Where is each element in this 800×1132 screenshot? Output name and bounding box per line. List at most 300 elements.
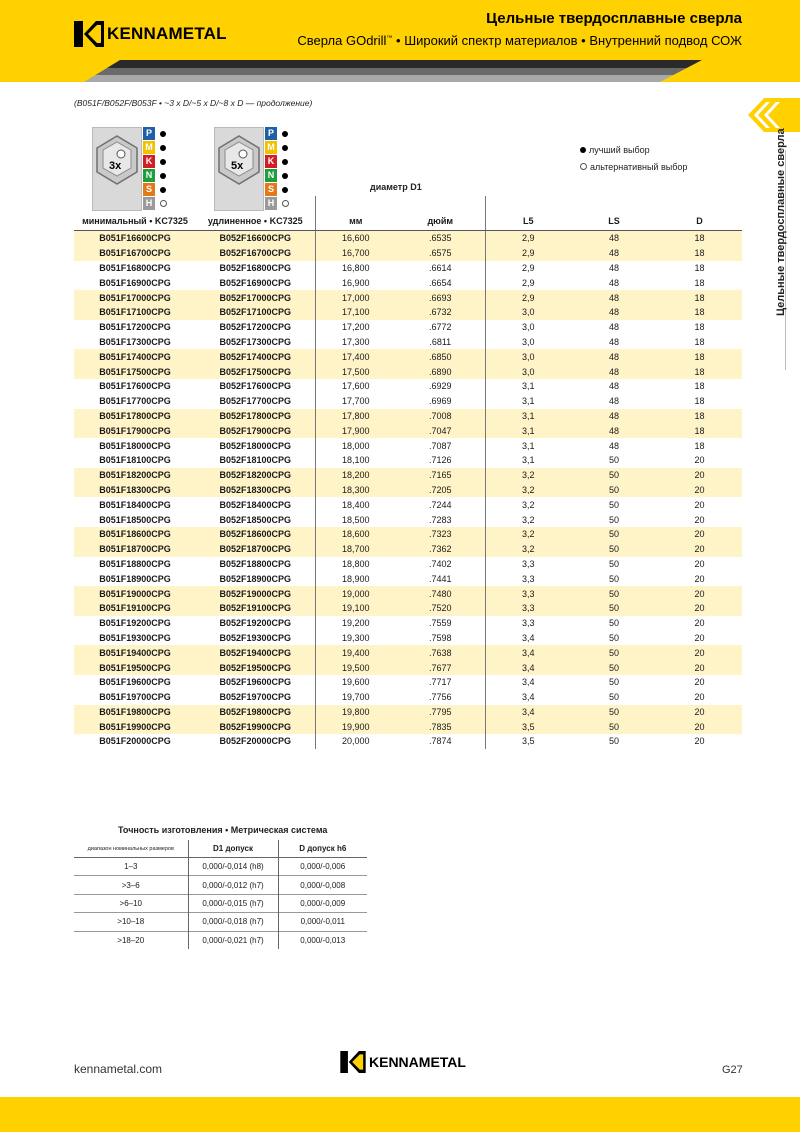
code-minimal: B051F17500CPG xyxy=(74,364,196,379)
tol-col-d: D допуск h6 xyxy=(278,840,367,858)
l5-value: 3,4 xyxy=(485,660,571,675)
diameter-inch: .7441 xyxy=(428,573,452,584)
d-value: 20 xyxy=(657,645,742,660)
code-extended: B052F17800CPG xyxy=(196,409,315,424)
diameter-inch: .6772 xyxy=(428,322,452,333)
col-header-extended: удлиненное • KC7325 xyxy=(196,212,315,231)
code-extended: B052F17100CPG xyxy=(196,305,315,320)
d-value: 18 xyxy=(694,262,705,273)
empty-dot-icon xyxy=(580,163,587,170)
diameter-inch: .6969 xyxy=(428,396,452,407)
table-row xyxy=(74,631,742,646)
ls-value: 48 xyxy=(571,349,657,364)
ls-value: 50 xyxy=(608,558,619,569)
d-value: 20 xyxy=(657,542,742,557)
code-extended: B052F16700CPG xyxy=(196,246,315,261)
material-m-badge: M xyxy=(265,141,277,154)
material-h-badge: H xyxy=(143,197,155,210)
code-extended: B052F19400CPG xyxy=(196,645,315,660)
code-extended: B052F18400CPG xyxy=(219,499,292,510)
svg-text:5x: 5x xyxy=(231,160,244,172)
d-value: 18 xyxy=(657,409,742,424)
legend-alternative: альтернативный выбор xyxy=(580,159,687,176)
col-header-d: D xyxy=(657,212,742,231)
table-row xyxy=(74,690,742,705)
l5-value: 2,9 xyxy=(485,290,571,305)
diameter-inch: .7244 xyxy=(428,499,452,510)
material-s-badge: S xyxy=(265,183,277,196)
tol-range: >3–6 xyxy=(74,876,188,894)
l5-value: 3,5 xyxy=(485,719,571,734)
table-row xyxy=(74,320,742,335)
diameter-inch: .7874 xyxy=(428,736,452,747)
table-row xyxy=(74,364,742,379)
filled-dot-icon xyxy=(279,141,291,154)
code-extended: B052F18000CPG xyxy=(219,440,292,451)
table-row xyxy=(74,557,742,572)
l5-value: 3,0 xyxy=(485,349,571,364)
diameter-mm: 19,600 xyxy=(315,675,396,690)
filled-dot-icon xyxy=(157,169,169,182)
drill-table xyxy=(74,212,742,749)
diameter-mm: 19,300 xyxy=(315,631,396,646)
code-minimal: B051F19400CPG xyxy=(74,645,196,660)
diameter-inch: .7402 xyxy=(428,558,452,569)
ls-value: 48 xyxy=(608,277,619,288)
l5-value: 3,3 xyxy=(485,586,571,601)
table-row xyxy=(74,675,742,690)
table-row xyxy=(74,290,742,305)
code-extended: B052F17400CPG xyxy=(196,349,315,364)
diameter-mm: 19,700 xyxy=(315,690,396,705)
header-stripes xyxy=(0,60,800,82)
d-value: 20 xyxy=(657,660,742,675)
ls-value: 48 xyxy=(571,409,657,424)
ls-value: 50 xyxy=(608,677,619,688)
diameter-inch: .7638 xyxy=(396,645,485,660)
page-number: G27 xyxy=(722,1064,743,1076)
d-value: 20 xyxy=(694,499,705,510)
ls-value: 48 xyxy=(571,305,657,320)
tol-d1: 0,000/-0,014 (h8) xyxy=(188,858,278,876)
code-extended: B052F17500CPG xyxy=(196,364,315,379)
material-k-badge: K xyxy=(143,155,155,168)
table-row xyxy=(74,275,742,290)
table-row xyxy=(74,394,742,409)
empty-dot-icon xyxy=(157,197,169,210)
diameter-mm: 17,000 xyxy=(315,290,396,305)
ls-value: 50 xyxy=(571,645,657,660)
diameter-inch: .7795 xyxy=(396,705,485,720)
ls-value: 50 xyxy=(571,483,657,498)
tolerance-row xyxy=(74,894,367,912)
l5-value: 3,1 xyxy=(485,453,571,468)
d-value: 18 xyxy=(694,277,705,288)
d-value: 20 xyxy=(694,573,705,584)
code-extended: B052F20000CPG xyxy=(219,736,292,747)
l5-value: 2,9 xyxy=(485,231,571,246)
tol-range: >10–18 xyxy=(74,913,188,931)
ls-value: 50 xyxy=(608,455,619,466)
diameter-inch: .6614 xyxy=(428,262,452,273)
table-row xyxy=(74,409,742,424)
ls-value: 48 xyxy=(608,322,619,333)
diameter-mm: 19,100 xyxy=(315,601,396,616)
table-row xyxy=(74,231,742,246)
tolerance-row xyxy=(74,931,367,949)
3x-drill-icon xyxy=(92,127,170,211)
diameter-mm: 18,300 xyxy=(315,483,396,498)
d-value: 20 xyxy=(694,692,705,703)
code-extended: B052F18200CPG xyxy=(196,468,315,483)
tol-d1: 0,000/-0,021 (h7) xyxy=(188,931,278,949)
code-minimal: B051F19500CPG xyxy=(74,660,196,675)
ls-value: 50 xyxy=(571,660,657,675)
code-minimal: B051F18900CPG xyxy=(99,573,171,584)
tolerance-title: Точность изготовления • Метрическая система xyxy=(118,825,328,835)
code-minimal: B051F19200CPG xyxy=(99,618,171,629)
ls-value: 50 xyxy=(571,705,657,720)
table-row xyxy=(74,246,742,261)
code-minimal: B051F17400CPG xyxy=(74,349,196,364)
l5-value: 3,0 xyxy=(485,364,571,379)
code-extended: B052F18700CPG xyxy=(196,542,315,557)
diameter-mm: 16,700 xyxy=(315,246,396,261)
l5-value: 3,2 xyxy=(485,483,571,498)
ls-value: 50 xyxy=(571,601,657,616)
d-value: 18 xyxy=(657,246,742,261)
l5-value: 3,2 xyxy=(485,542,571,557)
diameter-inch: .6811 xyxy=(429,336,452,347)
d-value: 18 xyxy=(657,290,742,305)
l5-value: 3,0 xyxy=(485,320,571,335)
code-minimal: B051F18100CPG xyxy=(99,455,171,466)
table-row xyxy=(74,305,742,320)
l5-value: 3,3 xyxy=(485,571,571,586)
diameter-inch: .7087 xyxy=(428,440,452,451)
code-minimal: B051F16900CPG xyxy=(99,277,171,288)
diameter-inch: .7008 xyxy=(396,409,485,424)
code-minimal: B051F17300CPG xyxy=(99,336,171,347)
table-row xyxy=(74,379,742,394)
code-extended: B052F18800CPG xyxy=(219,558,292,569)
diameter-mm: 17,300 xyxy=(315,335,396,350)
footer-url[interactable]: kennametal.com xyxy=(74,1062,163,1076)
diameter-inch: .6535 xyxy=(396,231,485,246)
l5-value: 3,2 xyxy=(485,527,571,542)
l5-value: 3,5 xyxy=(485,734,571,749)
diameter-mm: 17,900 xyxy=(315,423,396,438)
filled-dot-icon xyxy=(279,183,291,196)
diameter-inch: .7480 xyxy=(396,586,485,601)
diameter-inch: .7835 xyxy=(396,719,485,734)
table-row xyxy=(74,645,742,660)
code-minimal: B051F18000CPG xyxy=(99,440,171,451)
code-extended: B052F19900CPG xyxy=(196,719,315,734)
code-extended: B052F16900CPG xyxy=(219,277,292,288)
table-row xyxy=(74,261,742,276)
table-row xyxy=(74,497,742,512)
code-extended: B052F17600CPG xyxy=(219,381,292,392)
table-row xyxy=(74,734,742,749)
tolerance-row xyxy=(74,876,367,894)
l5-value: 3,1 xyxy=(485,379,571,394)
empty-dot-icon xyxy=(279,197,291,210)
diameter-inch: .6575 xyxy=(396,246,485,261)
code-extended: B052F19000CPG xyxy=(196,586,315,601)
diameter-mm: 18,500 xyxy=(315,512,396,527)
tol-col-d1: D1 допуск xyxy=(188,840,278,858)
diameter-mm: 19,000 xyxy=(315,586,396,601)
code-minimal: B051F19100CPG xyxy=(74,601,196,616)
l5-value: 3,4 xyxy=(485,675,571,690)
tolerance-header-row xyxy=(74,840,367,858)
kennametal-logo xyxy=(74,20,227,48)
diameter-mm: 17,700 xyxy=(315,394,396,409)
table-row xyxy=(74,660,742,675)
d-value: 20 xyxy=(694,736,705,747)
diameter-inch: .7165 xyxy=(396,468,485,483)
ls-value: 50 xyxy=(571,586,657,601)
code-extended: B052F19500CPG xyxy=(196,660,315,675)
tol-d1: 0,000/-0,012 (h7) xyxy=(188,876,278,894)
column-divider xyxy=(485,196,486,212)
side-tab-chevron-icon xyxy=(748,98,800,132)
table-row xyxy=(74,483,742,498)
code-extended: B052F19300CPG xyxy=(219,632,292,643)
tol-d1: 0,000/-0,015 (h7) xyxy=(188,894,278,912)
d-value: 18 xyxy=(657,364,742,379)
tol-d: 0,000/-0,013 xyxy=(278,931,367,949)
material-m-badge: M xyxy=(143,141,155,154)
code-extended: B052F19100CPG xyxy=(196,601,315,616)
d-value: 20 xyxy=(657,527,742,542)
l5-value: 2,9 xyxy=(485,275,571,290)
code-extended: B052F17200CPG xyxy=(219,322,292,333)
table-row xyxy=(74,423,742,438)
material-n-badge: N xyxy=(143,169,155,182)
code-extended: B052F16800CPG xyxy=(219,262,292,273)
l5-value: 3,1 xyxy=(485,423,571,438)
l5-value: 3,2 xyxy=(485,468,571,483)
code-extended: B052F16600CPG xyxy=(196,231,315,246)
code-minimal: B051F18300CPG xyxy=(74,483,196,498)
tol-d: 0,000/-0,009 xyxy=(278,894,367,912)
table-header-row xyxy=(74,212,742,231)
l5-value: 2,9 xyxy=(485,261,571,276)
diameter-mm: 18,700 xyxy=(315,542,396,557)
l5-value: 3,4 xyxy=(485,690,571,705)
material-k-badge: K xyxy=(265,155,277,168)
d-value: 20 xyxy=(694,558,705,569)
code-minimal: B051F19800CPG xyxy=(74,705,196,720)
ls-value: 50 xyxy=(608,514,619,525)
code-minimal: B051F16600CPG xyxy=(74,231,196,246)
ls-value: 48 xyxy=(608,440,619,451)
ls-value: 50 xyxy=(608,573,619,584)
logo-wordmark: KENNAMETAL xyxy=(107,24,227,43)
table-row xyxy=(74,616,742,631)
code-minimal: B051F17000CPG xyxy=(74,290,196,305)
filled-dot-icon xyxy=(157,155,169,168)
kennametal-k-icon xyxy=(74,21,104,47)
legend xyxy=(580,142,687,176)
footer-logo-wordmark: KENNAMETAL xyxy=(369,1054,466,1070)
ls-value: 50 xyxy=(571,468,657,483)
diameter-inch: .7559 xyxy=(428,618,452,629)
ls-value: 48 xyxy=(608,262,619,273)
code-extended: B052F19800CPG xyxy=(196,705,315,720)
ls-value: 48 xyxy=(571,423,657,438)
page-subtitle: Сверла GOdrill™ • Широкий спектр материалов • Внутренний подвод СОЖ xyxy=(297,33,742,48)
diameter-mm: 18,800 xyxy=(315,557,396,572)
diameter-inch: .7717 xyxy=(428,677,452,688)
l5-value: 2,9 xyxy=(485,246,571,261)
footer-logo xyxy=(340,1050,466,1074)
code-minimal: B051F16700CPG xyxy=(74,246,196,261)
ls-value: 50 xyxy=(571,527,657,542)
code-extended: B052F18100CPG xyxy=(219,455,292,466)
5x-drill-icon xyxy=(214,127,292,211)
diameter-inch: .7283 xyxy=(428,514,452,525)
diameter-mm: 16,600 xyxy=(315,231,396,246)
material-p-badge: P xyxy=(143,127,155,140)
ls-value: 50 xyxy=(608,499,619,510)
d-value: 18 xyxy=(694,322,705,333)
ls-value: 48 xyxy=(571,246,657,261)
filled-dot-icon xyxy=(580,147,586,153)
diameter-mm: 17,200 xyxy=(315,320,396,335)
table-row xyxy=(74,453,742,468)
l5-value: 3,3 xyxy=(485,616,571,631)
table-row xyxy=(74,512,742,527)
code-minimal: B051F18400CPG xyxy=(99,499,171,510)
ls-value: 50 xyxy=(571,719,657,734)
code-minimal: B051F17600CPG xyxy=(99,381,171,392)
ls-value: 50 xyxy=(608,618,619,629)
svg-text:3x: 3x xyxy=(109,160,122,172)
code-minimal: B051F17200CPG xyxy=(99,322,171,333)
code-minimal: B051F20000CPG xyxy=(99,736,171,747)
code-extended: B052F18500CPG xyxy=(219,514,292,525)
d-value: 20 xyxy=(694,677,705,688)
table-row xyxy=(74,468,742,483)
column-divider xyxy=(315,196,316,212)
material-p-badge: P xyxy=(265,127,277,140)
l5-value: 3,4 xyxy=(485,705,571,720)
side-tab-label: Цельные твердосплавные сверла xyxy=(775,128,787,316)
code-extended: B052F18600CPG xyxy=(196,527,315,542)
diameter-inch: .7756 xyxy=(428,692,452,703)
diameter-inch: .7520 xyxy=(396,601,485,616)
diameter-mm: 19,900 xyxy=(315,719,396,734)
d-value: 20 xyxy=(657,601,742,616)
ls-value: 50 xyxy=(608,736,619,747)
l5-value: 3,0 xyxy=(485,305,571,320)
col-header-mm: мм xyxy=(315,212,396,231)
table-row xyxy=(74,349,742,364)
ls-value: 50 xyxy=(571,542,657,557)
material-h-badge: H xyxy=(265,197,277,210)
col-header-l5: L5 xyxy=(485,212,571,231)
code-extended: B052F18300CPG xyxy=(196,483,315,498)
d-value: 18 xyxy=(694,396,705,407)
code-extended: B052F18900CPG xyxy=(219,573,292,584)
tol-range: 1–3 xyxy=(74,858,188,876)
code-minimal: B051F16800CPG xyxy=(99,262,171,273)
legend-best: лучший выбор xyxy=(580,142,687,159)
code-extended: B052F17900CPG xyxy=(196,423,315,438)
code-extended: B052F17000CPG xyxy=(196,290,315,305)
diameter-mm: 18,200 xyxy=(315,468,396,483)
d-value: 18 xyxy=(694,440,705,451)
diameter-mm: 16,800 xyxy=(315,261,396,276)
ls-value: 48 xyxy=(571,364,657,379)
filled-dot-icon xyxy=(157,127,169,140)
code-extended: B052F17700CPG xyxy=(219,396,292,407)
diameter-mm: 19,200 xyxy=(315,616,396,631)
tol-col-range: диапазон номинальных размеров xyxy=(74,840,188,858)
l5-value: 3,1 xyxy=(485,438,571,453)
kennametal-k-icon xyxy=(340,1051,366,1073)
d-value: 20 xyxy=(694,455,705,466)
diameter-group-header: диаметр D1 xyxy=(370,182,422,192)
l5-value: 3,4 xyxy=(485,645,571,660)
diameter-mm: 19,500 xyxy=(315,660,396,675)
d-value: 20 xyxy=(657,705,742,720)
tol-range: >18–20 xyxy=(74,931,188,949)
tolerance-row xyxy=(74,913,367,931)
l5-value: 3,2 xyxy=(485,497,571,512)
code-minimal: B051F18700CPG xyxy=(74,542,196,557)
d-value: 20 xyxy=(657,586,742,601)
l5-value: 3,0 xyxy=(485,335,571,350)
code-minimal: B051F17800CPG xyxy=(74,409,196,424)
table-row xyxy=(74,542,742,557)
col-header-minimal: минимальный • KC7325 xyxy=(74,212,196,231)
d-value: 20 xyxy=(694,514,705,525)
diameter-mm: 18,400 xyxy=(315,497,396,512)
code-extended: B052F19700CPG xyxy=(219,692,292,703)
ls-value: 48 xyxy=(571,290,657,305)
diameter-inch: .7677 xyxy=(396,660,485,675)
diameter-mm: 18,100 xyxy=(315,453,396,468)
filled-dot-icon xyxy=(279,155,291,168)
diameter-inch: .6693 xyxy=(396,290,485,305)
diameter-mm: 19,400 xyxy=(315,645,396,660)
tol-range: >6–10 xyxy=(74,894,188,912)
diameter-mm: 18,600 xyxy=(315,527,396,542)
code-minimal: B051F19600CPG xyxy=(99,677,171,688)
table-row xyxy=(74,586,742,601)
table-row xyxy=(74,705,742,720)
code-minimal: B051F18500CPG xyxy=(99,514,171,525)
code-minimal: B051F18200CPG xyxy=(74,468,196,483)
ls-value: 48 xyxy=(608,396,619,407)
tolerance-row xyxy=(74,858,367,876)
tol-d1: 0,000/-0,018 (h7) xyxy=(188,913,278,931)
table-row xyxy=(74,571,742,586)
d-value: 20 xyxy=(657,719,742,734)
table-row xyxy=(74,601,742,616)
code-extended: B052F19200CPG xyxy=(219,618,292,629)
tolerance-table xyxy=(74,840,367,949)
diameter-inch: .6654 xyxy=(428,277,452,288)
filled-dot-icon xyxy=(279,169,291,182)
filled-dot-icon xyxy=(157,141,169,154)
diameter-mm: 16,900 xyxy=(315,275,396,290)
diameter-mm: 20,000 xyxy=(315,734,396,749)
